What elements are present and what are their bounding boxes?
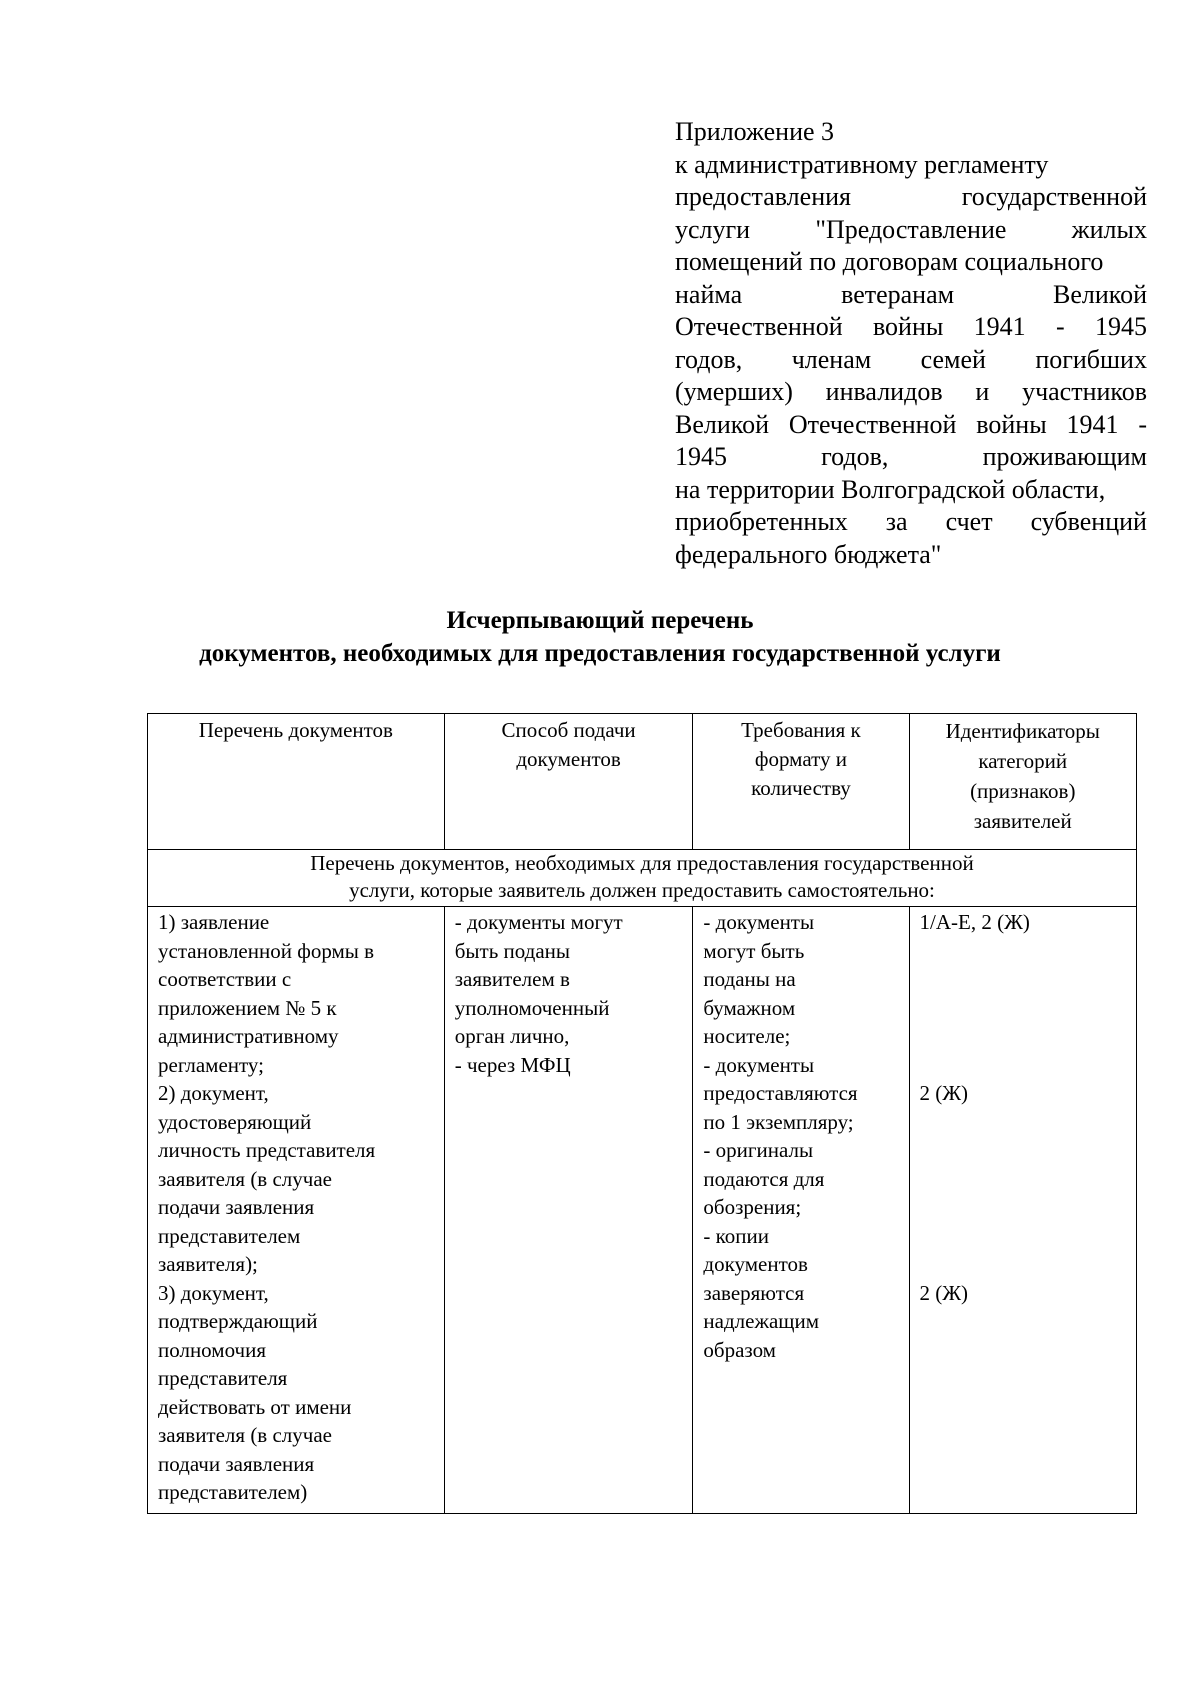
- section-title-line: Перечень документов, необходимых для предоставления государственной: [310, 851, 974, 875]
- requirement-text-line: заверяются: [703, 1280, 805, 1305]
- identifier-text-line: 2 (Ж): [919, 1280, 969, 1305]
- document-text-line: представителем: [158, 1223, 301, 1248]
- blank-line: [920, 1022, 1129, 1051]
- section-title-cell: [148, 850, 1137, 907]
- header-text-line: документов: [516, 747, 621, 771]
- appendix-word: годов,: [675, 344, 743, 374]
- document-text-line: действовать от имени: [158, 1394, 352, 1419]
- requirement-text-line: образом: [703, 1337, 776, 1362]
- appendix-word: Великой: [675, 409, 769, 439]
- blank-line: [920, 965, 1129, 994]
- requirement-text-line: - документы: [703, 1052, 815, 1077]
- header-text-line: категорий: [978, 749, 1068, 773]
- header-text-line: Требования к: [741, 718, 861, 742]
- submission-text-line: заявителем в: [454, 967, 570, 991]
- blank-line: [920, 1193, 1129, 1222]
- appendix-line: к административному регламенту: [675, 149, 1049, 179]
- blank-line: [920, 1108, 1129, 1137]
- requirement-text-line: обозрения;: [703, 1195, 802, 1219]
- identifier-text-line: 2 (Ж): [919, 1081, 969, 1105]
- blank-line: [920, 1250, 1129, 1279]
- appendix-word: -: [1138, 409, 1147, 439]
- requirement-text-line: подаются для: [703, 1166, 825, 1191]
- appendix-word: участников: [1022, 377, 1147, 406]
- appendix-word: найма: [675, 279, 743, 309]
- appendix-word: инвалидов: [825, 377, 943, 406]
- header-text-line: Перечень документов: [198, 718, 393, 742]
- blank-line: [920, 1051, 1129, 1080]
- appendix-word: "Предоставление: [815, 214, 1007, 244]
- documents-table: [147, 713, 1137, 1514]
- document-text-line: установленной формы в: [158, 938, 375, 963]
- appendix-word: -: [1056, 312, 1065, 341]
- appendix-line: [675, 279, 1147, 312]
- appendix-word: приобретенных: [675, 507, 848, 536]
- header-submission-method: [444, 714, 693, 850]
- requirement-text-line: предоставляются: [703, 1081, 858, 1105]
- appendix-word: и: [975, 377, 990, 406]
- appendix-word: жилых: [1071, 214, 1147, 244]
- appendix-word: годов,: [821, 442, 889, 471]
- appendix-word: Отечественной: [788, 409, 957, 439]
- appendix-word: 1941: [973, 312, 1026, 341]
- appendix-word: членам: [791, 344, 872, 374]
- header-text-line: количеству: [751, 776, 851, 800]
- header-text-line: заявителей: [973, 809, 1072, 833]
- appendix-word: войны: [872, 312, 944, 341]
- appendix-word: предоставления: [675, 182, 851, 211]
- document-text-line: административному: [158, 1024, 339, 1048]
- appendix-word: семей: [920, 344, 986, 374]
- appendix-word: услуги: [675, 214, 751, 244]
- document-text-line: личность представителя: [158, 1138, 376, 1162]
- appendix-word: ветеранам: [841, 279, 955, 309]
- requirement-text-line: надлежащим: [703, 1309, 819, 1333]
- blank-line: [920, 937, 1129, 966]
- identifier-text-line: 1/А-Е, 2 (Ж): [919, 910, 1030, 934]
- requirement-text-line: - копии: [703, 1223, 770, 1248]
- document-text-line: 1) заявление: [158, 910, 270, 934]
- blank-line: [920, 1165, 1129, 1194]
- header-text-line: (признаков): [970, 779, 1076, 803]
- document-text-line: заявителя (в случае: [158, 1423, 332, 1447]
- document-text-line: приложением № 5 к: [158, 995, 337, 1020]
- appendix-line: [675, 409, 1147, 442]
- document-text-line: представителем): [158, 1480, 308, 1504]
- document-text-line: 2) документ,: [158, 1081, 269, 1105]
- appendix-word: (умерших): [675, 377, 793, 406]
- document-subtitle: документов, необходимых для предоставления государственной услуги: [199, 640, 1001, 667]
- document-text-line: регламенту;: [158, 1052, 264, 1077]
- header-text-line: формату и: [754, 747, 847, 771]
- appendix-line: федерального бюджета": [675, 539, 942, 569]
- appendix-line: [675, 441, 1147, 474]
- appendix-line: Приложение 3: [675, 117, 835, 146]
- requirement-text-line: бумажном: [703, 995, 796, 1020]
- appendix-word: 1945: [675, 442, 727, 471]
- document-text-line: соответствии с: [158, 967, 292, 991]
- document-text-line: подачи заявления: [158, 1195, 315, 1219]
- appendix-line: [675, 181, 1147, 214]
- appendix-caption: [675, 116, 1147, 571]
- table-row: [148, 907, 1137, 1514]
- submission-text-line: - документы могут: [454, 910, 623, 934]
- appendix-word: войны: [976, 409, 1047, 439]
- submission-text-line: - через МФЦ: [454, 1052, 571, 1077]
- cell-submission: [444, 907, 693, 1514]
- table-section-row: [148, 850, 1137, 907]
- table-header-row: [148, 714, 1137, 850]
- appendix-line: помещений по договорам социального: [675, 247, 1104, 276]
- submission-text-line: быть поданы: [454, 938, 571, 963]
- appendix-line: [675, 311, 1147, 344]
- appendix-line: [675, 344, 1147, 377]
- header-applicant-identifiers: [909, 714, 1137, 850]
- appendix-word: проживающим: [982, 442, 1147, 471]
- appendix-line: [675, 506, 1147, 539]
- appendix-line: на территории Волгоградской области,: [675, 474, 1106, 504]
- header-text-line: Способ подачи: [501, 718, 636, 742]
- appendix-word: 1941: [1066, 409, 1119, 439]
- requirement-text-line: по 1 экземпляру;: [703, 1109, 854, 1134]
- document-text-line: заявителя (в случае: [158, 1166, 332, 1191]
- cell-documents: [148, 907, 445, 1514]
- document-text-line: полномочия: [158, 1337, 266, 1362]
- blank-line: [920, 994, 1129, 1023]
- requirement-text-line: могут быть: [703, 938, 805, 963]
- header-format-requirements: [693, 714, 909, 850]
- appendix-line: [675, 214, 1147, 247]
- requirement-text-line: носителе;: [703, 1024, 791, 1048]
- appendix-word: Великой: [1052, 279, 1147, 309]
- document-text-line: представителя: [158, 1366, 288, 1390]
- appendix-word: погибших: [1035, 344, 1147, 374]
- header-text-line: Идентификаторы: [945, 719, 1100, 743]
- document-text-line: 3) документ,: [158, 1280, 269, 1305]
- document-text-line: удостоверяющий: [158, 1109, 312, 1134]
- submission-text-line: орган лично,: [454, 1024, 570, 1048]
- document-text-line: подтверждающий: [158, 1309, 318, 1333]
- appendix-word: 1945: [1095, 312, 1147, 341]
- appendix-word: государственной: [961, 182, 1147, 211]
- cell-requirements: [693, 907, 909, 1514]
- appendix-word: счет: [945, 507, 993, 536]
- blank-line: [920, 1136, 1129, 1165]
- document-text-line: заявителя);: [158, 1252, 258, 1276]
- requirement-text-line: - документы: [703, 910, 815, 934]
- appendix-line: [675, 376, 1147, 409]
- header-documents-list: [148, 714, 445, 850]
- document-title: Исчерпывающий перечень: [446, 607, 754, 634]
- cell-identifiers: [909, 907, 1137, 1514]
- appendix-word: за: [885, 507, 908, 536]
- requirement-text-line: документов: [703, 1252, 808, 1276]
- appendix-word: субвенций: [1030, 507, 1147, 536]
- submission-text-line: уполномоченный: [454, 995, 610, 1020]
- blank-line: [920, 1222, 1129, 1251]
- requirement-text-line: - оригиналы: [703, 1138, 814, 1162]
- document-text-line: подачи заявления: [158, 1451, 315, 1476]
- section-title-line: услуги, которые заявитель должен предоставить самостоятельно:: [349, 878, 935, 902]
- appendix-word: Отечественной: [675, 312, 843, 341]
- requirement-text-line: поданы на: [703, 967, 796, 991]
